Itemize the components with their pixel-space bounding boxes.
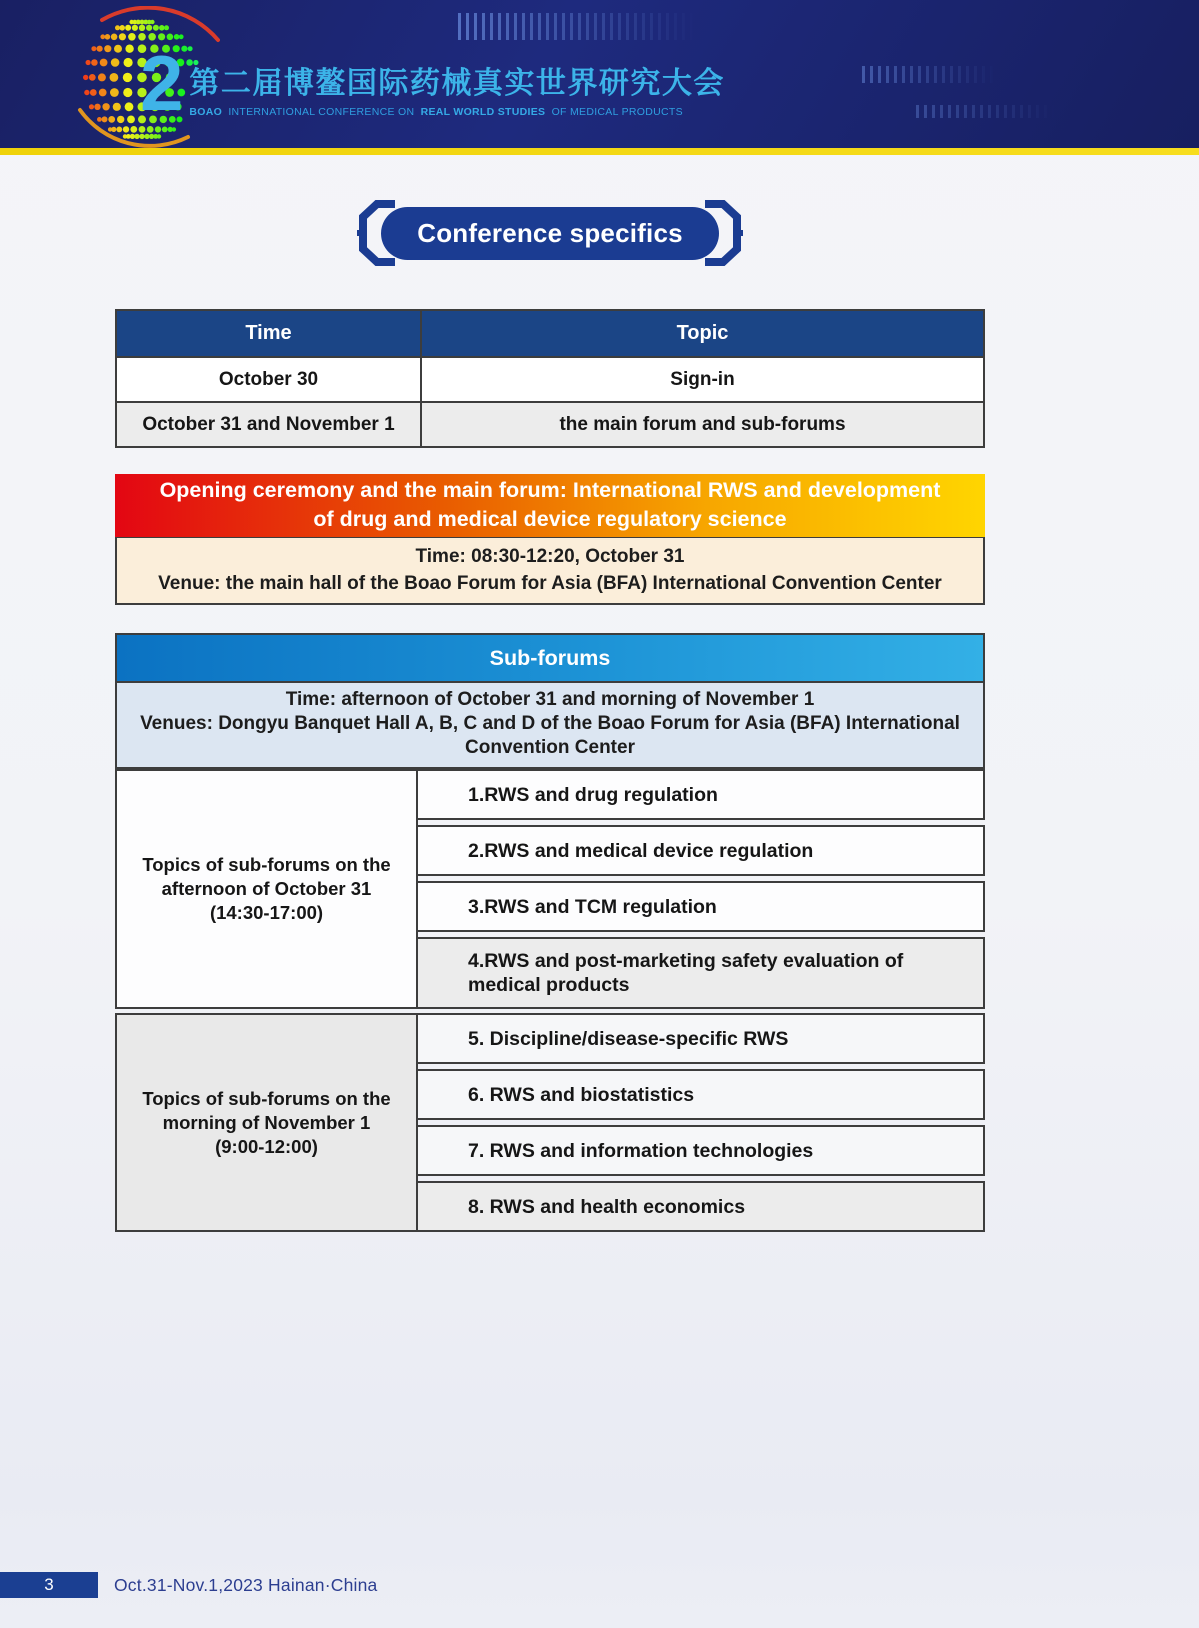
topic-row: 1.RWS and drug regulation <box>416 769 985 820</box>
column-header-topic: Topic <box>420 311 983 356</box>
schedule-header-row <box>117 311 983 356</box>
sub-forums-venues: Venues: Dongyu Banquet Hall A, B, C and D of the Boao Forum for Asia (BFA) International Convention Center <box>140 713 960 758</box>
main-forum-title-line2: of drug and medical device regulatory science <box>313 507 787 531</box>
main-forum-venue: Venue: the main hall of the Boao Forum for Asia (BFA) International Convention Center <box>158 573 942 594</box>
tick-pattern-icon <box>862 66 997 83</box>
topic-row: 4.RWS and post-marketing safety evaluation of medical products <box>416 937 985 1009</box>
conference-title-zh: 第二届博鳌国际药械真实世界研究大会 <box>189 67 725 100</box>
page-footer <box>0 1572 1199 1598</box>
topic-row: 2.RWS and medical device regulation <box>416 825 985 876</box>
header-accent-stripe <box>0 148 1199 155</box>
conference-title-en: BOAO INTERNATIONAL CONFERENCE ON REAL WORLD STUDIES OF MEDICAL PRODUCTS <box>189 106 683 118</box>
conference-logo <box>70 4 725 144</box>
sub-forums-time: Time: afternoon of October 31 and morning of November 1 <box>285 689 815 710</box>
group-label: Topics of sub-forums on the afternoon of October 31 (14:30-17:00) <box>115 769 418 1009</box>
table-row <box>117 356 983 401</box>
tick-pattern-icon <box>916 105 1056 118</box>
footer-date-location: Oct.31-Nov.1,2023 Hainan·China <box>114 1574 378 1595</box>
sub-forums-table <box>115 633 985 1232</box>
sub-forums-title: Sub-forums <box>115 633 985 681</box>
column-header-time: Time <box>117 311 420 356</box>
cell-topic: Sign-in <box>420 358 983 401</box>
sub-forums-group-morning <box>115 1013 985 1232</box>
bracket-right-icon <box>703 200 743 266</box>
group-label: Topics of sub-forums on the morning of November 1 (9:00-12:00) <box>115 1013 418 1232</box>
topic-row: 6. RWS and biostatistics <box>416 1069 985 1120</box>
sub-forums-details <box>115 681 985 769</box>
topic-row: 8. RWS and health economics <box>416 1181 985 1232</box>
main-forum-time: Time: 08:30-12:20, October 31 <box>415 546 685 567</box>
schedule-table <box>115 309 985 448</box>
topic-row: 5. Discipline/disease-specific RWS <box>416 1013 985 1064</box>
table-row <box>117 401 983 446</box>
main-forum-details <box>115 537 985 605</box>
topic-row: 7. RWS and information technologies <box>416 1125 985 1176</box>
page-content <box>115 155 985 1232</box>
page-header <box>0 0 1199 148</box>
section-title-badge <box>115 201 985 265</box>
edition-number: 2 <box>140 44 181 148</box>
main-forum-title-line1: Opening ceremony and the main forum: International RWS and development <box>159 478 941 502</box>
page-title: Conference specifics <box>381 207 719 260</box>
cell-topic: the main forum and sub-forums <box>420 403 983 446</box>
cell-time: October 30 <box>218 368 319 390</box>
page-number: 3 <box>0 1572 98 1598</box>
main-forum-banner <box>115 474 985 537</box>
topic-row: 3.RWS and TCM regulation <box>416 881 985 932</box>
cell-time: October 31 and November 1 <box>117 403 420 446</box>
sub-forums-group-afternoon <box>115 769 985 1009</box>
